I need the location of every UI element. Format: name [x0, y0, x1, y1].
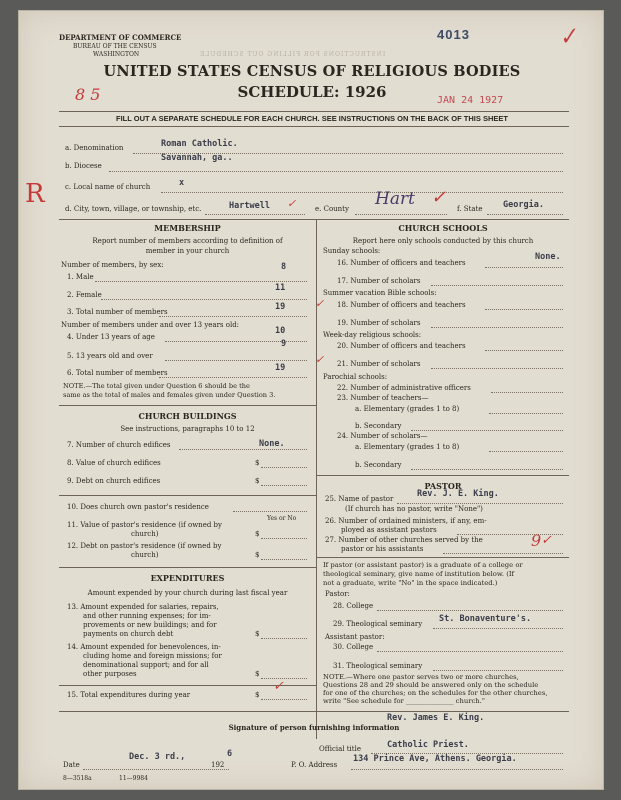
tick-icon: ✓ [431, 187, 447, 208]
bureau-city: WASHINGTON [93, 51, 140, 58]
q4-label: 4. Under 13 years of age [67, 333, 155, 341]
membership-intro: Report number of members according to definition of [92, 237, 283, 245]
date-label: Date [63, 761, 80, 769]
pastor-sub-label: Pastor: [325, 590, 350, 598]
diocese-value: Savannah, ga.. [161, 153, 233, 163]
q25-note: (If church has no pastor, write "None") [345, 505, 483, 513]
q14-label: 14. Amount expended for benevolences, in- [67, 643, 221, 651]
tick-icon: ✓ [287, 197, 297, 210]
church-name-value: x [179, 178, 185, 188]
q13-label-4: payments on church debt [83, 630, 174, 638]
q27-label-2: pastor or his assistants [341, 545, 424, 553]
q30-label: 30. College [333, 643, 374, 651]
q8-label: 8. Value of church edifices [67, 459, 161, 467]
pastor-note-3: for one of the churches; on the schedules for the other churches, [323, 689, 548, 697]
official-title-label: Official title [319, 745, 361, 753]
q24a-label: a. Elementary (grades 1 to 8) [355, 443, 460, 451]
q5-label: 5. 13 years old and over [67, 352, 153, 360]
dollar-sign: $ [255, 670, 260, 678]
church-name-label: c. Local name of church [65, 183, 151, 191]
q3-label: 3. Total number of members [67, 308, 168, 316]
q23a-label: a. Elementary (grades 1 to 8) [355, 405, 460, 413]
q13-label: 13. Amount expended for salaries, repairs, [67, 603, 219, 611]
graduate-instructions-3: not a graduate, write "No" in the space indicated.) [323, 579, 498, 587]
tick-icon: ✓ [541, 533, 552, 548]
dollar-sign: $ [255, 477, 260, 485]
q3-value: 19 [275, 302, 286, 312]
q1-label: 1. Male [67, 273, 94, 281]
diocese-label: b. Diocese [65, 162, 102, 170]
dollar-sign: $ [255, 551, 260, 559]
q15-label: 15. Total expenditures during year [67, 691, 191, 699]
q2-label: 2. Female [67, 291, 102, 299]
q17-label: 17. Number of scholars [337, 277, 421, 285]
q13-label-2: and other running expenses; for im- [83, 612, 211, 620]
q20-label: 20. Number of officers and teachers [337, 342, 466, 350]
q12-label: 12. Debt on pastor's residence (if owned by [67, 542, 222, 550]
q14-label-3: denominational support; and for all [83, 661, 209, 669]
q13-label-3: provements or new buildings; and for [83, 621, 217, 629]
city-value: Hartwell [229, 201, 270, 211]
state-value: Georgia. [503, 200, 544, 210]
state-label: f. State [457, 205, 483, 213]
county-label: e. County [315, 205, 349, 213]
graduate-instructions-2: theological seminary, give name of institution below. (If [323, 570, 515, 578]
graduate-instructions: If pastor (or assistant pastor) is a graduate of a college or [323, 561, 523, 569]
vacation-schools-label: Summer vacation Bible schools: [323, 289, 437, 297]
q28-label: 28. College [333, 602, 374, 610]
membership-heading: MEMBERSHIP [154, 223, 221, 233]
q27-label: 27. Number of other churches served by the [325, 536, 483, 544]
year-prefix: 192 [211, 761, 225, 769]
instruction-bar: FILL OUT A SEPARATE SCHEDULE FOR EACH CHURCH. SEE INSTRUCTIONS ON THE BACK OF THIS SHEET [116, 114, 508, 123]
county-value: Hart [375, 189, 415, 209]
pastor-note-2: Questions 28 and 29 should be answered only on the schedule [323, 681, 539, 689]
form-code: 8—3518a [63, 775, 92, 782]
membership-note-2: same as the total of males and females given under Question 3. [63, 391, 276, 399]
q22-label: 22. Number of administrative officers [337, 384, 471, 392]
q24-label: 24. Number of scholars— [337, 432, 428, 440]
bureau-name: BUREAU OF THE CENSUS [73, 43, 157, 50]
dollar-sign: $ [255, 459, 260, 467]
bleed-through-text: INSTRUCTIONS FOR FILLING OUT SCHEDULE [199, 51, 386, 58]
q19-label: 19. Number of scholars [337, 319, 421, 327]
year-value: 6 [227, 749, 233, 759]
q23-label: 23. Number of teachers— [337, 394, 429, 402]
q14-label-4: other purposes [83, 670, 137, 678]
address-value: 134 Prince Ave, Athens. Georgia. [353, 754, 517, 764]
page-title: UNITED STATES CENSUS OF RELIGIOUS BODIES [103, 63, 521, 80]
q14-label-2: cluding home and foreign missions; for [83, 652, 222, 660]
q29-value: St. Bonaventure's. [439, 614, 532, 624]
handwritten-number: 8 5 [75, 85, 101, 104]
weekday-schools-label: Week-day religious schools: [323, 331, 422, 339]
q7-value: None. [259, 439, 285, 449]
q18-label: 18. Number of officers and teachers [337, 301, 466, 309]
tick-icon: ✓ [315, 353, 325, 366]
denomination-value: Roman Catholic. [161, 139, 238, 149]
q11-label-2: church) [131, 530, 159, 538]
q1-value: 8 [281, 262, 287, 272]
q23b-label: b. Secondary [355, 422, 402, 430]
q31-label: 31. Theological seminary [333, 662, 423, 670]
q6-label: 6. Total number of members [67, 369, 168, 377]
q16-label: 16. Number of officers and teachers [337, 259, 466, 267]
q9-label: 9. Debt on church edifices [67, 477, 161, 485]
received-stamp: JAN 24 1927 [437, 95, 504, 106]
buildings-heading: CHURCH BUILDINGS [138, 411, 237, 421]
expenditures-heading: EXPENDITURES [150, 573, 225, 583]
sunday-schools-label: Sunday schools: [323, 247, 381, 255]
q11-label: 11. Value of pastor's residence (if owned by [67, 521, 222, 529]
parochial-schools-label: Parochial schools: [323, 373, 388, 381]
buildings-sub: See instructions, paragraphs 10 to 12 [120, 425, 255, 433]
q29-label: 29. Theological seminary [333, 620, 423, 628]
by-sex-label: Number of members, by sex: [61, 261, 164, 269]
address-label: P. O. Address [291, 761, 338, 769]
q26-label: 26. Number of ordained ministers, if any, em- [325, 517, 487, 525]
q27-value: 9 [531, 531, 542, 550]
signature-label: Signature of person furnishing information [228, 723, 400, 732]
print-code: 11—9984 [119, 775, 148, 782]
pastor-note: NOTE.—Where one pastor serves two or more churches, [323, 673, 519, 681]
q26-label-2: ployed as assistant pastors [341, 526, 437, 534]
q2-value: 11 [275, 283, 286, 293]
dollar-sign: $ [255, 691, 260, 699]
q6-value: 19 [275, 363, 286, 373]
official-title-value: Catholic Priest. [387, 740, 469, 750]
form-number: 4013 [437, 27, 470, 42]
by-age-label: Number of members under and over 13 years old: [61, 321, 240, 329]
date-value: Dec. 3 rd., [129, 752, 186, 762]
pastor-heading: PASTOR [424, 481, 462, 491]
denomination-label: a. Denomination [65, 144, 124, 152]
schools-intro: Report here only schools conducted by this church [352, 237, 534, 245]
tick-icon: ✓ [315, 297, 325, 310]
q24b-label: b. Secondary [355, 461, 402, 469]
membership-intro-2: member in your church [145, 247, 230, 255]
tick-icon: ✓ [273, 679, 284, 694]
signature-value: Rev. James E. King. [387, 713, 485, 723]
schedule-year: SCHEDULE: 1926 [237, 83, 387, 101]
expenditures-sub: Amount expended by your church during last fiscal year [87, 589, 288, 597]
q16-value: None. [535, 252, 561, 262]
q25-label: 25. Name of pastor [325, 495, 394, 503]
q4-value: 10 [275, 326, 286, 336]
margin-mark: R [25, 179, 45, 209]
q5-value: 9 [281, 339, 287, 349]
dept-name: DEPARTMENT OF COMMERCE [59, 33, 182, 42]
membership-note: NOTE.—The total given under Question 6 should be the [63, 382, 250, 390]
pastor-note-4: write "See schedule for ______________ church." [323, 697, 485, 705]
assistant-sub-label: Assistant pastor: [325, 633, 385, 641]
q12-label-2: church) [131, 551, 159, 559]
schools-heading: CHURCH SCHOOLS [398, 223, 488, 233]
q21-label: 21. Number of scholars [337, 360, 421, 368]
check-mark-icon: ✓ [556, 23, 580, 52]
yes-no-hint: Yes or No [267, 515, 297, 522]
city-label: d. City, town, village, or township, etc. [65, 205, 202, 213]
q25-value: Rev. J. E. King. [417, 489, 499, 499]
q10-label: 10. Does church own pastor's residence [67, 503, 209, 511]
census-schedule-page [18, 10, 604, 790]
q7-label: 7. Number of church edifices [67, 441, 171, 449]
dollar-sign: $ [255, 530, 260, 538]
dollar-sign: $ [255, 630, 260, 638]
